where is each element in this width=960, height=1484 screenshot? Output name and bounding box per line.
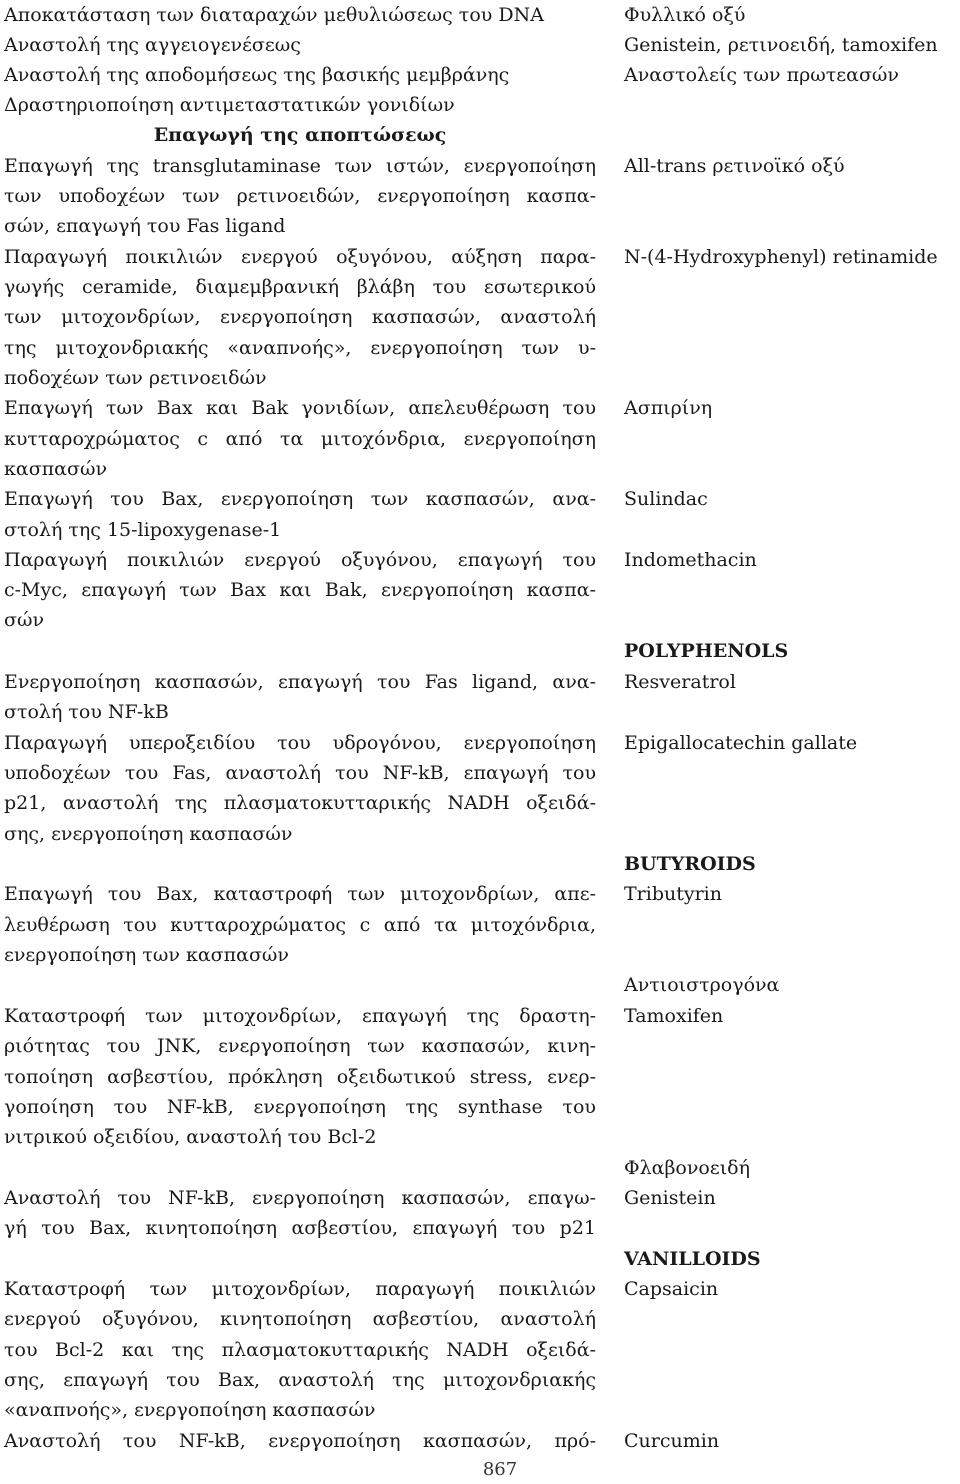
agent-name: Φλαβονοειδή (624, 1157, 750, 1179)
mechanism-line: κυτταροχρώματος c από τα μιτοχόνδρια, ενεργοποίηση (4, 428, 596, 450)
mechanism-line: στολή της 15-lipoxygenase-1 (4, 519, 282, 541)
mechanism-line: «αναπνοής», ενεργοποίηση κασπασών (4, 1399, 376, 1421)
mechanism-line: τοποίηση ασβεστίου, πρόκληση οξειδωτικού stress, ενερ- (4, 1066, 596, 1088)
mechanism-line: Επαγωγή των Bax και Bak γονιδίων, απελευθέρωση του (4, 397, 596, 419)
agent-name: Tamoxifen (624, 1005, 724, 1027)
agent-name: All-trans ρετινοϊκό οξύ (624, 155, 845, 177)
agent-name: N-(4-Hydroxyphenyl) retinamide (624, 246, 938, 268)
mechanism-line: Ενεργοποίηση κασπασών, επαγωγή του Fas ligand, ανα- (4, 671, 596, 693)
mechanism-line: σης, επαγωγή του Bax, αναστολή της μιτοχονδριακής (4, 1369, 596, 1391)
mechanism-line: του Bcl-2 και της πλασματοκυτταρικής NADH οξειδά- (4, 1339, 596, 1361)
agent-name: Αναστολείς των πρωτεασών (624, 64, 899, 86)
mechanism-line: σης, ενεργοποίηση κασπασών (4, 823, 293, 845)
mechanism-line: Επαγωγή του Bax, ενεργοποίηση των κασπασών, ανα- (4, 488, 596, 510)
mechanism-line: Αναστολή του NF-kB, ενεργοποίηση κασπασών, επαγω- (4, 1187, 596, 1209)
mechanism-line: Αναστολή του NF-kB, ενεργοποίηση κασπασών, πρό- (4, 1430, 596, 1452)
mechanism-line: Αποκατάσταση των διαταραχών μεθυλιώσεως του DNA (4, 4, 544, 26)
mechanism-line: ποδοχέων των ρετινοειδών (4, 367, 267, 389)
agent-name: Ασπιρίνη (624, 397, 713, 419)
page-number: 867 (482, 1459, 518, 1480)
agent-category-heading: VANILLOIDS (624, 1248, 761, 1270)
mechanism-line: Καταστροφή των μιτοχονδρίων, παραγωγή ποικιλιών (4, 1278, 596, 1300)
mechanism-line: ενεργοποίηση των κασπασών (4, 944, 289, 966)
section-heading: Επαγωγή της αποπτώσεως (153, 124, 447, 146)
mechanism-line: Επαγωγή της transglutaminase των ιστών, ενεργοποίηση (4, 155, 596, 177)
mechanism-line: ριότητας του JNK, ενεργοποίηση των κασπασών, κινη- (4, 1035, 596, 1057)
mechanism-line: λευθέρωση του κυτταροχρώματος c από τα μιτοχόνδρια, (4, 914, 596, 936)
agent-name: Αντιοιστρογόνα (624, 974, 780, 996)
agent-category-heading: BUTYROIDS (624, 853, 756, 875)
agent-category-heading: POLYPHENOLS (624, 640, 789, 662)
mechanism-line: c-Myc, επαγωγή των Bax και Bak, ενεργοποίηση κασπα- (4, 579, 596, 601)
mechanism-line: των μιτοχονδρίων, ενεργοποίηση κασπασών, αναστολή (4, 306, 596, 328)
mechanism-line: των υποδοχέων των ρετινοειδών, ενεργοποίηση κασπα- (4, 185, 596, 207)
agent-name: Genistein (624, 1187, 716, 1209)
mechanism-line: Καταστροφή των μιτοχονδρίων, επαγωγή της δραστη- (4, 1005, 596, 1027)
agent-name: Curcumin (624, 1430, 720, 1452)
agent-name: Epigallocatechin gallate (624, 732, 858, 754)
mechanism-line: Αναστολή της αποδομήσεως της βασικής μεμβράνης (4, 64, 510, 86)
agent-name: Indomethacin (624, 549, 757, 571)
mechanism-line: Αναστολή της αγγειογενέσεως (4, 34, 301, 56)
mechanism-line: νιτρικού οξειδίου, αναστολή του Bcl-2 (4, 1126, 377, 1148)
mechanism-line: ενεργού οξυγόνου, κινητοποίηση ασβεστίου, αναστολή (4, 1308, 596, 1330)
mechanism-line: γοποίηση του NF-kB, ενεργοποίηση της synthase του (4, 1096, 596, 1118)
agent-name: Capsaicin (624, 1278, 719, 1300)
agent-name: Resveratrol (624, 671, 736, 693)
agent-name: Φυλλικό οξύ (624, 4, 746, 26)
mechanism-line: Επαγωγή του Bax, καταστροφή των μιτοχονδρίων, απε- (4, 883, 596, 905)
mechanism-line: Παραγωγή ποικιλιών ενεργού οξυγόνου, αύξηση παρα- (4, 246, 596, 268)
mechanism-line: γωγής ceramide, διαμεμβρανική βλάβη του εσωτερικού (4, 276, 596, 298)
mechanism-line: κασπασών (4, 458, 108, 480)
mechanism-line: σών, επαγωγή του Fas ligand (4, 215, 286, 237)
mechanism-line: στολή του NF-kB (4, 701, 169, 723)
mechanism-line: σών (4, 609, 45, 631)
mechanism-line: Παραγωγή υπεροξειδίου του υδρογόνου, ενεργοποίηση (4, 732, 596, 754)
mechanism-line: της μιτοχονδριακής «αναπνοής», ενεργοποίηση των υ- (4, 337, 596, 359)
mechanism-line: Παραγωγή ποικιλιών ενεργού οξυγόνου, επαγωγή του (4, 549, 596, 571)
agent-name: Sulindac (624, 488, 708, 510)
mechanism-line: Δραστηριοποίηση αντιμεταστατικών γονιδίων (4, 94, 455, 116)
mechanism-line: γή του Bax, κινητοποίηση ασβεστίου, επαγωγή του p21 (4, 1217, 596, 1239)
agent-name: Tributyrin (624, 883, 722, 905)
mechanism-line: p21, αναστολή της πλασματοκυτταρικής NADH οξειδά- (4, 792, 596, 814)
mechanism-line: υποδοχέων του Fas, αναστολή του NF-kB, επαγωγή του (4, 762, 596, 784)
agent-name: Genistein, ρετινοειδή, tamoxifen (624, 34, 938, 56)
